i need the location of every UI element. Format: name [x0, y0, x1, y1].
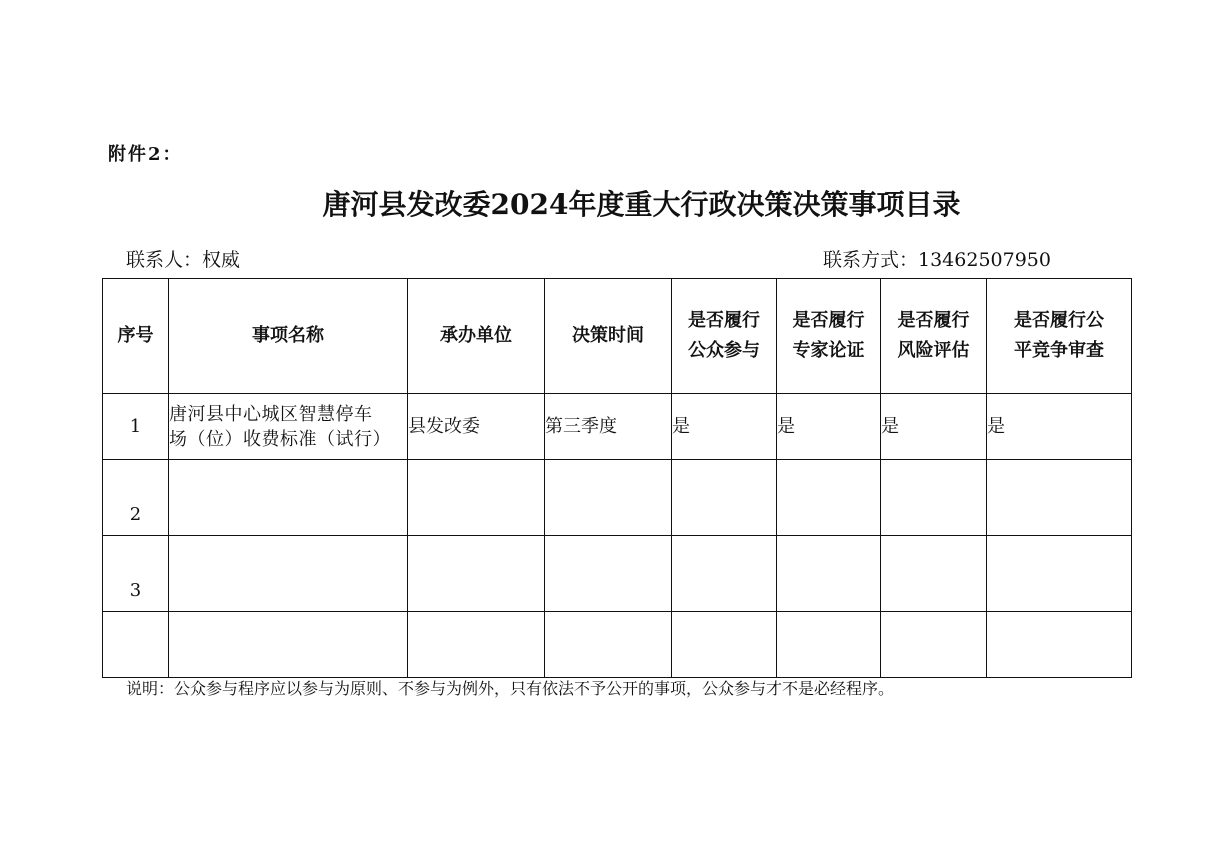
header-text: 公众参与 — [688, 340, 760, 361]
cell-risk-assessment — [881, 612, 987, 678]
page-title: 唐河县发改委2024年度重大行政决策决策事项目录 — [322, 188, 961, 221]
cell-unit — [408, 536, 545, 612]
cell-decision-time — [545, 612, 672, 678]
cell-decision-time — [545, 536, 672, 612]
cell-expert-review — [777, 536, 881, 612]
table-row — [103, 460, 1132, 536]
cell-public-participation — [672, 612, 777, 678]
contact-phone: 联系方式：13462507950 — [823, 249, 1051, 271]
cell-seq: 2 — [103, 460, 169, 536]
header-seq — [103, 279, 169, 394]
decision-items-table — [102, 278, 1132, 678]
header-fair-competition-review — [987, 279, 1132, 394]
cell-fair-competition-review: 是 — [987, 394, 1132, 460]
contact-person: 联系人：权威 — [126, 249, 241, 271]
table-header-row — [103, 279, 1132, 394]
cell-fair-competition-review — [987, 612, 1132, 678]
cell-seq — [103, 612, 169, 678]
cell-unit: 县发改委 — [408, 394, 545, 460]
cell-item-name — [169, 460, 408, 536]
cell-item-name — [169, 612, 408, 678]
header-risk-assessment — [881, 279, 987, 394]
cell-public-participation: 是 — [672, 394, 777, 460]
cell-public-participation — [672, 536, 777, 612]
cell-public-participation — [672, 460, 777, 536]
header-item-name — [169, 279, 408, 394]
cell-decision-time — [545, 460, 672, 536]
attachment-label: 附件2： — [108, 144, 183, 165]
table-row — [103, 536, 1132, 612]
cell-risk-assessment — [881, 460, 987, 536]
header-text: 决策时间 — [572, 325, 644, 346]
cell-unit — [408, 460, 545, 536]
header-text: 专家论证 — [792, 340, 865, 361]
header-text: 序号 — [117, 325, 154, 346]
cell-item-name — [169, 394, 408, 460]
cell-fair-competition-review — [987, 536, 1132, 612]
table-row — [103, 612, 1132, 678]
cell-risk-assessment: 是 — [881, 394, 987, 460]
header-text: 事项名称 — [252, 325, 324, 346]
header-unit — [408, 279, 545, 394]
cell-seq: 1 — [103, 394, 169, 460]
table-row — [103, 394, 1132, 460]
cell-risk-assessment — [881, 536, 987, 612]
header-decision-time — [545, 279, 672, 394]
cell-fair-competition-review — [987, 460, 1132, 536]
header-text: 平竞争审查 — [1014, 340, 1104, 361]
item-name-line: 场（位）收费标准（试行） — [169, 428, 391, 450]
header-text: 风险评估 — [897, 340, 970, 361]
cell-expert-review: 是 — [777, 394, 881, 460]
explanation-note: 说明：公众参与程序应以参与为原则、不参与为例外，只有依法不予公开的事项，公众参与才不是必经程序。 — [126, 679, 895, 698]
cell-decision-time: 第三季度 — [545, 394, 672, 460]
cell-expert-review — [777, 612, 881, 678]
cell-unit — [408, 612, 545, 678]
cell-expert-review — [777, 460, 881, 536]
item-name-line: 唐河县中心城区智慧停车 — [169, 403, 373, 425]
header-text: 是否履行 — [688, 310, 760, 331]
header-text: 是否履行 — [792, 310, 865, 331]
header-text: 承办单位 — [440, 325, 512, 346]
header-text: 是否履行公 — [1014, 310, 1104, 331]
header-expert-review — [777, 279, 881, 394]
cell-item-name — [169, 536, 408, 612]
header-public-participation — [672, 279, 777, 394]
header-text: 是否履行 — [897, 310, 970, 331]
cell-seq: 3 — [103, 536, 169, 612]
